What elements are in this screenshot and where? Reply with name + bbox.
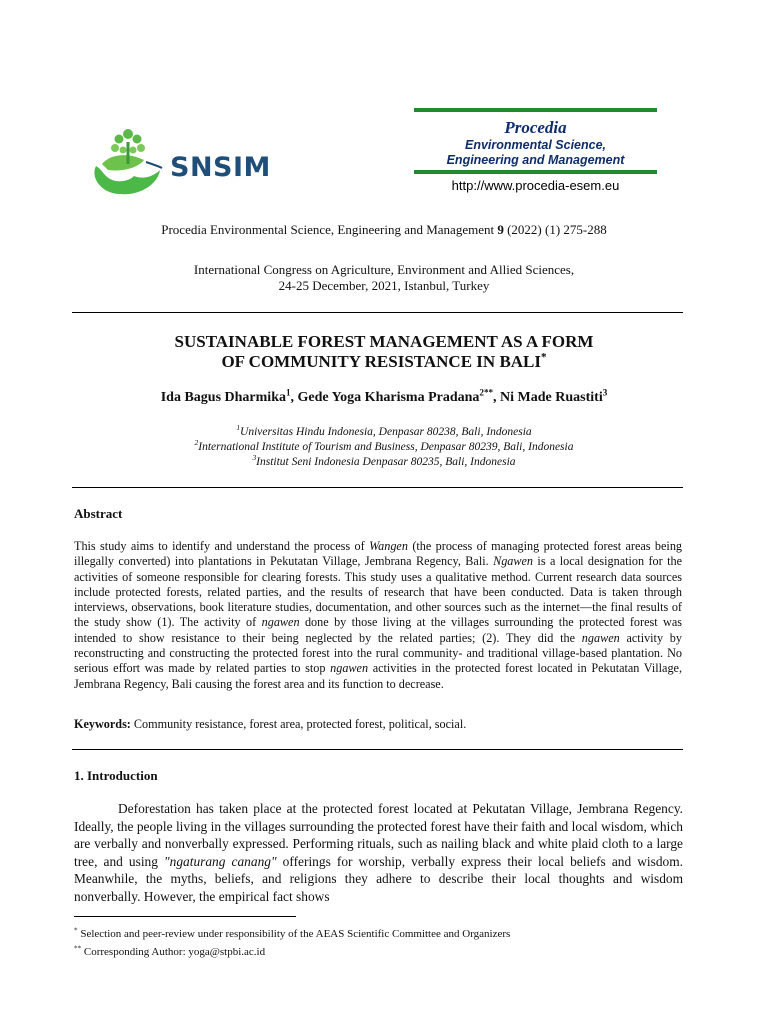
introduction-body: Deforestation has taken place at the protected forest located at Pekutatan Village, Jembrana Regency. Ideally, the people living in the villages surrounding the protected forest have their faith and local wisdom, which are verbally and nonverbally expressed. Performing rituals, such as nailing black and white plaid cloth to a large tree, and using "ngaturang canang" offerings for worship, verbally express their local beliefs and wisdom. Meanwhile, the myths, beliefs, and religions they adhere to describe their local thoughts and wisdom nonverbally. However, the empirical fact shows	[74, 801, 684, 904]
congress-line-1: International Congress on Agriculture, Environment and Allied Sciences,	[193, 262, 575, 277]
citation-suffix: (2022) (1) 275-288	[503, 222, 607, 237]
footnote-1: * Selection and peer-review under responsibility of the AEAS Scientific Committee and Organizers	[74, 926, 511, 940]
affiliation-item: $^2$International Institute of Tourism and Business, Denpasar 80239, Bali, Indonesia	[194, 438, 574, 453]
masthead-title: Procedia	[504, 118, 567, 137]
divider-top	[72, 312, 683, 313]
journal-citation	[0, 222, 768, 238]
affiliation-item: $^1$Universitas Hindu Indonesia, Denpasar 80238, Bali, Indonesia	[236, 423, 532, 438]
island-tree-icon	[88, 124, 168, 200]
divider-abstract-bottom	[72, 749, 683, 750]
masthead-subtitle-2: Engineering and Management	[446, 153, 625, 167]
author-affil-mark: 3	[602, 387, 608, 398]
footnote-2: ** Corresponding Author: yoga@stpbi.ac.id	[74, 944, 266, 958]
introduction-heading: 1. Introduction	[74, 768, 158, 783]
snsim-logo	[88, 124, 273, 200]
abstract-body: This study aims to identify and understand the process of Wangen (the process of managing protected forest areas being illegally converted) into plantations in Pekutatan Village, Jembrana Regency, Bali. Ngawen is a local designation for the activities of someone responsible for clearing forests. This study uses a qualitative method. Current research data sources include protected forests, related parties, and the results of research that have been conducted. Data is taken through interviews, observations, book literature studies, documentation, and other sources such as the internet—the final results of the study show (1). The activity of ngawen done by those living at the villages surrounding the protected forest was intended to show resistance to their being neglected by the related parties; (2). They did the ngawen activity by reconstructing and constructing the protected forest into the rural community- and traditional village-based plantation. No serious effort was made by related parties to stop ngawen activities in the protected forest located in Pekutatan Village, Jembrana Regency, Bali causing the forest area and its function to decrease.	[74, 539, 683, 691]
abstract-heading: Abstract	[74, 506, 123, 521]
author-affil-mark: 2**	[479, 387, 494, 398]
affiliation-item: $^3$Institut Seni Indonesia Denpasar 80235, Bali, Indonesia	[252, 453, 516, 468]
author-affil-mark: 1	[285, 387, 291, 398]
footnote-divider	[74, 916, 296, 917]
keywords-label: Keywords:	[74, 717, 131, 731]
masthead-bottom-bar	[414, 170, 657, 174]
author-list: Ida Bagus Dharmika$^1$, Gede Yoga Kharisma Pradana$^{2**}$, Ni Made Ruastiti$^3$	[160, 387, 608, 405]
logo-text: SNSIM	[170, 152, 271, 183]
title-line-2: OF COMMUNITY RESISTANCE IN BALI	[221, 352, 542, 371]
masthead-subtitle-1: Environmental Science,	[464, 138, 607, 152]
congress-line-2: 24-25 December, 2021, Istanbul, Turkey	[278, 278, 490, 293]
author-name: Gede Yoga Kharisma Pradana	[297, 390, 480, 405]
keywords	[74, 717, 682, 732]
masthead-url[interactable]: http://www.procedia-esem.eu	[451, 178, 620, 193]
keywords-text: Community resistance, forest area, protected forest, political, social.	[130, 717, 467, 731]
affiliations	[0, 425, 768, 470]
citation-prefix: Procedia Environmental Science, Engineering and Management	[161, 222, 498, 237]
title-line-1: SUSTAINABLE FOREST MANAGEMENT AS A FORM	[174, 332, 594, 351]
author-name: Ida Bagus Dharmika	[160, 390, 286, 405]
divider-abstract-top	[72, 487, 683, 488]
masthead-top-bar	[414, 108, 657, 112]
author-name: Ni Made Ruastiti	[500, 390, 603, 405]
journal-masthead	[414, 108, 657, 193]
citation-volume: 9	[497, 222, 504, 237]
title-footnote-mark[interactable]: *	[541, 351, 547, 364]
paper-title	[0, 332, 768, 372]
congress-info	[0, 262, 768, 294]
